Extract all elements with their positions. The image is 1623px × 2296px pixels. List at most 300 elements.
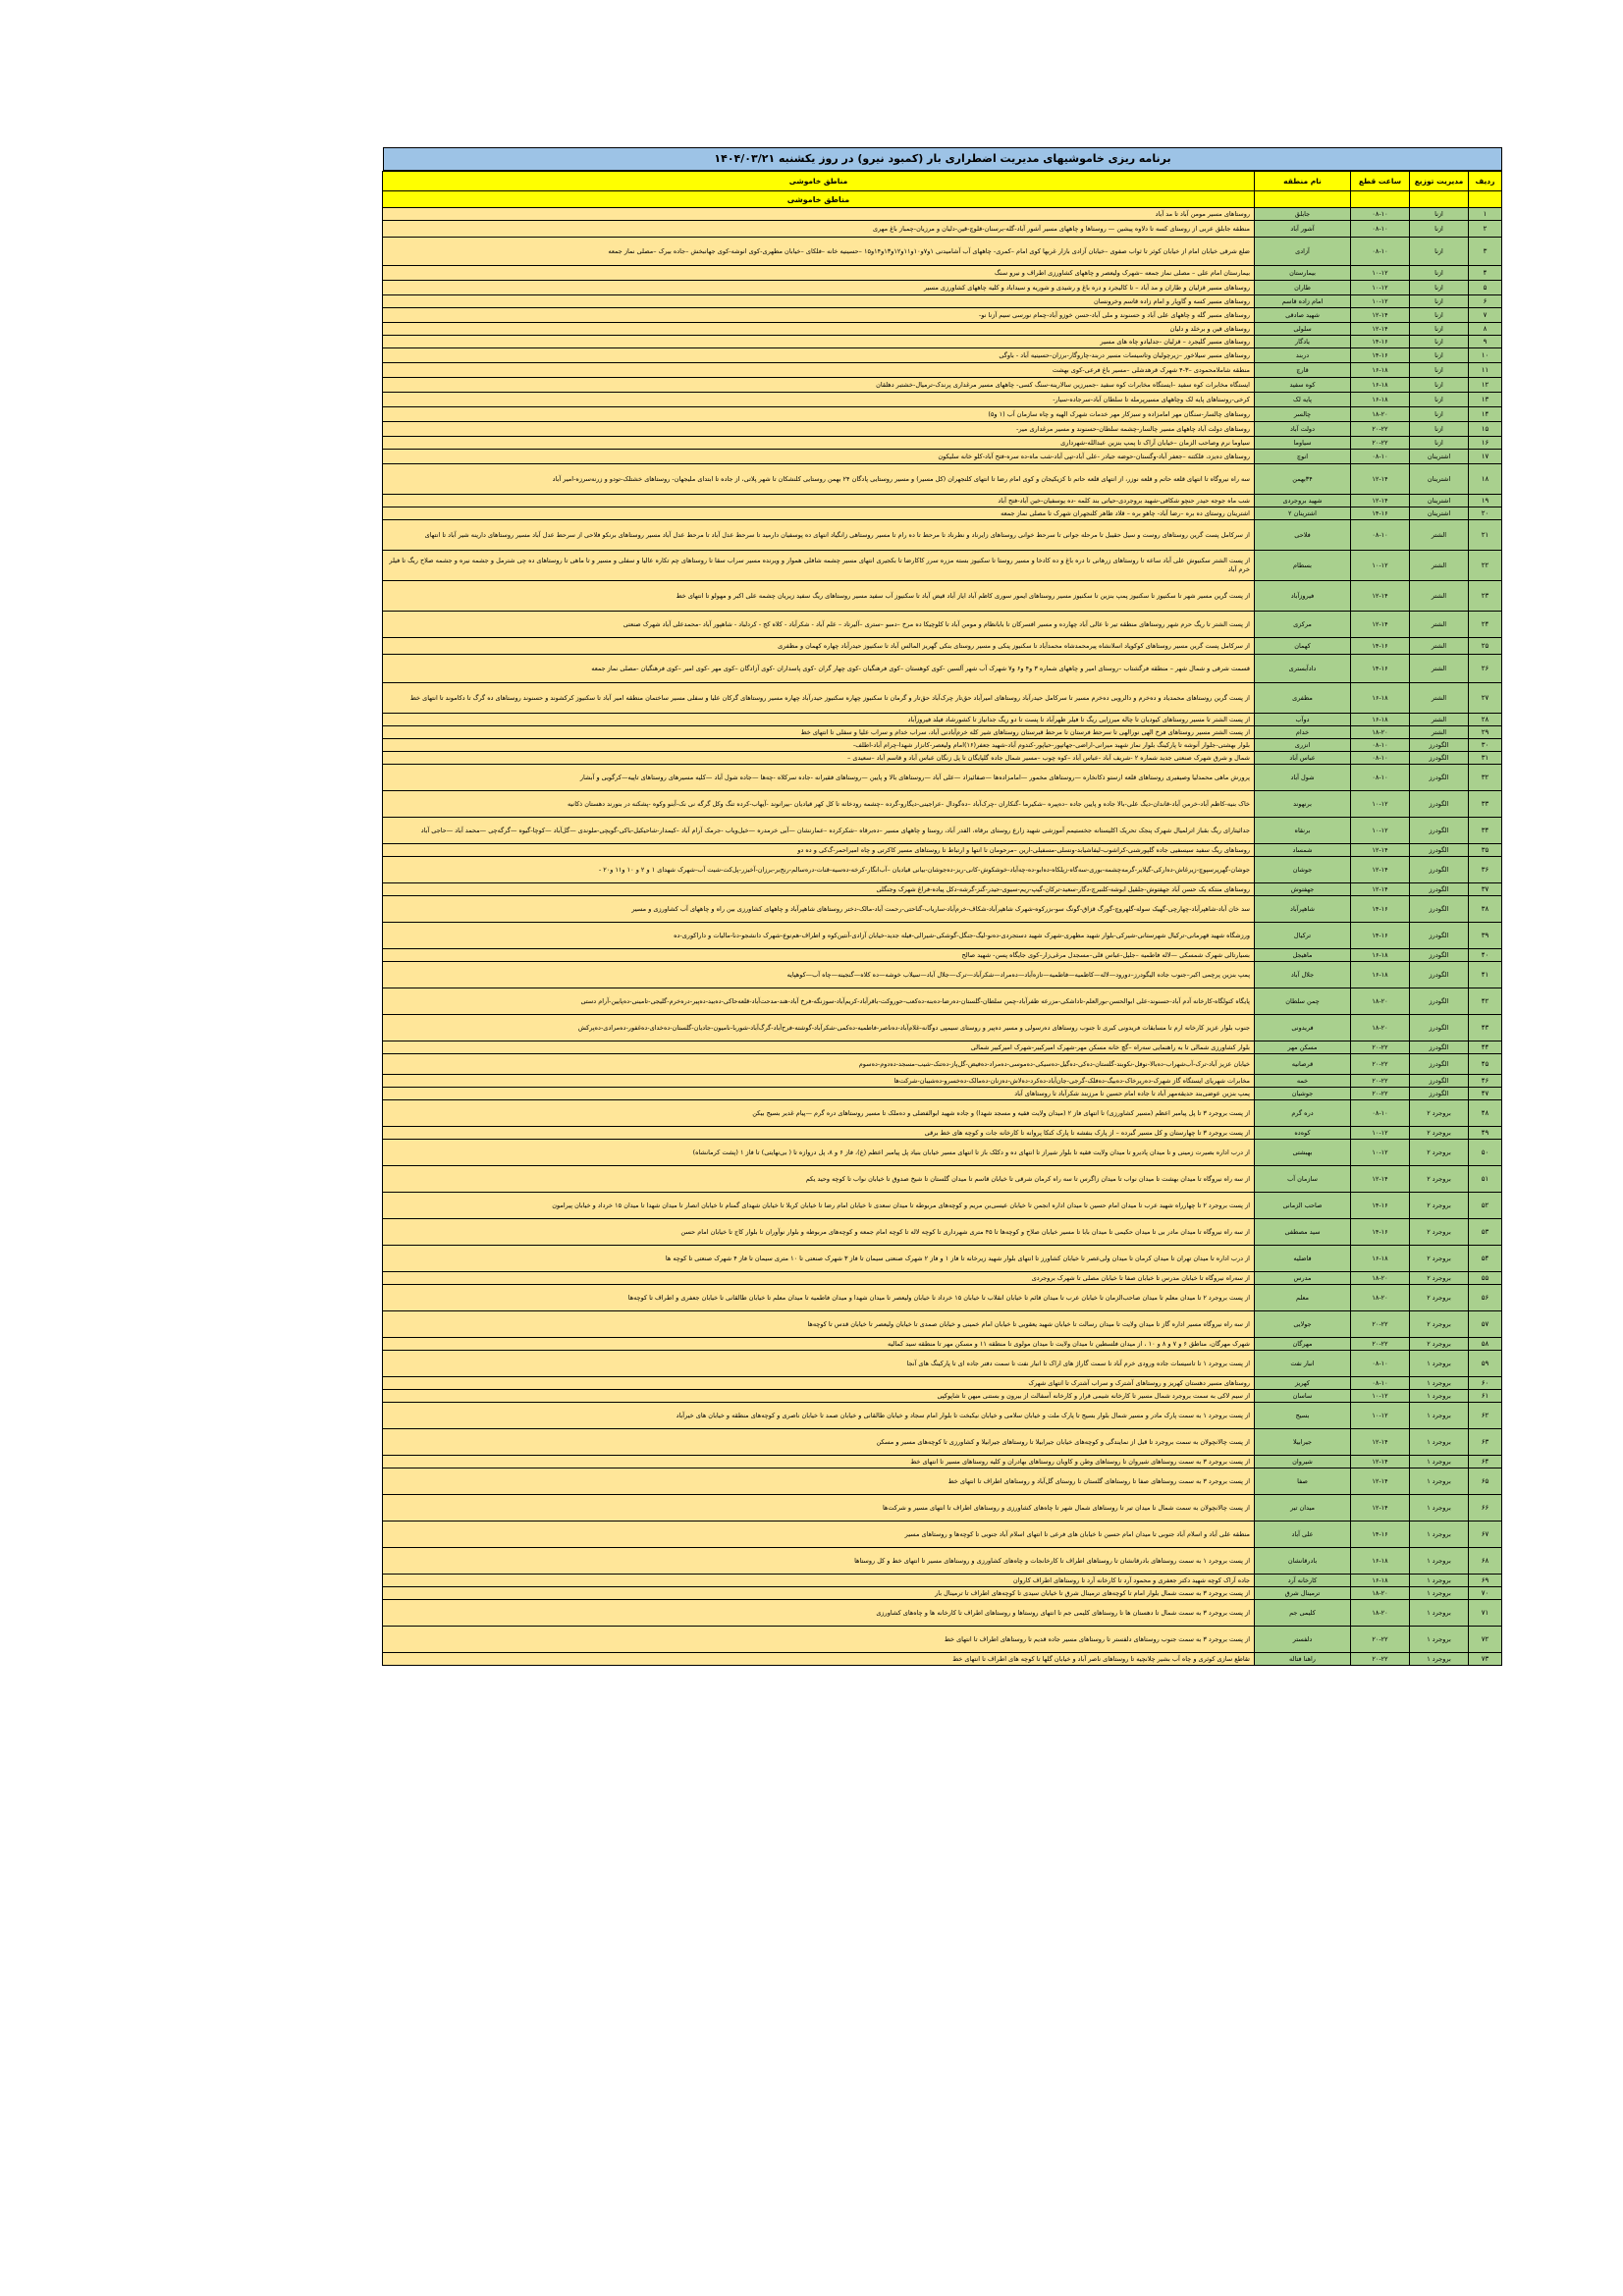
- table-row: [383, 221, 1502, 238]
- row-area-name: فلاحی: [1255, 520, 1351, 551]
- row-areas: ورزشگاه شهید قهرمانی-ترکیال شهرستانی-شیرکی-بلوار شهید مطهری-شهرک شهید دستجردی-ده‌نو-لیگ-جنگل-گوشکی-شیرالی-فیله جدید-خیابان آزادی-آنتین‌کوه و اطراف-هم‌نوع-شهرک دانشجو-دنا-مالیات و داراکوری-ده: [383, 923, 1255, 949]
- row-time: ۱۰-۱۲: [1351, 551, 1410, 581]
- row-areas: از پست بروجرد ۲ تا چهارراه شهید عرب تا میدان امام حسین تا میدان اداره انجمن تا خیابان عیسی‌بن مریم و کوچه‌های مربوطه تا میدان سعدی تا خیابان امام رضا تا خیابان کربلا تا خیابان شهدای گمنام تا خیابان انصار تا میدان شهدا تا میدان ۱۵ خرداد و خیابان پیرامون: [383, 1193, 1255, 1219]
- table-row: [383, 1653, 1502, 1666]
- table-row: [383, 1338, 1502, 1351]
- row-number: ۲۶: [1469, 655, 1502, 683]
- row-time: ۱۲-۱۴: [1351, 1495, 1410, 1522]
- table-row: [383, 336, 1502, 348]
- row-time: ۲۰-۲۲: [1351, 1338, 1410, 1351]
- table-row: [383, 1272, 1502, 1285]
- table-row: [383, 1219, 1502, 1246]
- row-time: ۱۰-۱۲: [1351, 295, 1410, 308]
- table-row: [383, 988, 1502, 1015]
- row-area-name: شمساد: [1255, 844, 1351, 857]
- row-time: ۱۶-۱۸: [1351, 949, 1410, 962]
- row-number: ۲۲: [1469, 551, 1502, 581]
- row-number: ۷۱: [1469, 1600, 1502, 1627]
- row-time: ۱۲-۱۴: [1351, 308, 1410, 323]
- row-time: ۱۰-۱۲: [1351, 791, 1410, 818]
- row-number: ۲۵: [1469, 638, 1502, 655]
- row-district: بروجرد ۱: [1410, 1522, 1469, 1548]
- row-areas: منطقه شاملامحمودی –۳-۴ شهرک قرهدشلی –مسیر باغ فرعی-کوی بهشت: [383, 363, 1255, 378]
- row-district: الشتر: [1410, 520, 1469, 551]
- row-areas: جوشان-گهرپرسپوچ-زیرغاش-ده‌ارکی-گیلایر-گرمه‌چشمه-بوری-سه‌گاه-زیلکاه-ده‌ابو-ده-چه‌آباد-خوشکوش-کانی-ریز-ده‌جوشان-بیانی قیادیان –آب‌انگار-کرخه-ده‌سیه-قنات-دره‌سالم-رنج‌بر-برزان-آخیزر-پل‌کت-شیت آب-شهرک شهدای ۱ و ۲ و ۱۰ و۱۱ و۲۰ -: [383, 857, 1255, 883]
- table-row: [383, 437, 1502, 450]
- row-areas: روستاهای مسیر مومن آباد تا مد آباد: [383, 208, 1255, 221]
- row-areas: روستاهای مسیر گلیجرد – قزلیان -جدلیادو چاه های مسیر: [383, 336, 1255, 348]
- row-time: ۱۴-۱۶: [1351, 638, 1410, 655]
- row-area-name: کوه سفید: [1255, 378, 1351, 393]
- row-area-name: کارخانه آرد: [1255, 1575, 1351, 1587]
- row-number: ۳۱: [1469, 752, 1502, 765]
- row-district: الگودرز: [1410, 896, 1469, 923]
- row-areas: از پست بروجرد ۳ به سمت شمال بلوار امام تا کوچه‌های ترمینال شرق تا خیابان سیدی تا کوچه‌های اطراف تا ترمینال بار: [383, 1587, 1255, 1600]
- row-district: بروجرد ۲: [1410, 1272, 1469, 1285]
- row-areas: از پست گرین روستاهای محمدیاد و ده‌خرم و دالرویی ده‌خرم مسیر تا سرکامل حیدرآباد روستاهای امیرآباد حق‌تار چرک‌آباد حق‌تار و گرمان تا سکنیوز چهاره سکنیوز حیدرآباد چهاره مسیر روستاهای گرکان علیا و سفلی مسیر ساختمان منطقه امیر آباد تا سکنیوز کرکشوند و حسنوند روستاهای ده گرگ تا دکاموند تا انتهای خط: [383, 683, 1255, 714]
- row-number: ۵۶: [1469, 1285, 1502, 1311]
- row-areas: از پست گرین مسیر شهر تا سکنیوز تا سکنیوز پمپ بنزین تا سکنیوز مسیر روستاهای ایمور سوری کاظم آباد ایاز آباد قیض آباد تا سکنیوز آب سفید مسیر روستاهای ریگ سفید زیریان چشمه علی اکبر و مهولو تا انتهای خط: [383, 581, 1255, 612]
- row-area-name: ساسان: [1255, 1390, 1351, 1403]
- row-area-name: خدام: [1255, 726, 1351, 739]
- row-area-name: جلال آباد: [1255, 962, 1351, 988]
- row-area-name: دلفستر: [1255, 1627, 1351, 1653]
- row-district: بروجرد ۱: [1410, 1456, 1469, 1468]
- row-area-name: فیروزآباد: [1255, 581, 1351, 612]
- table-row: [383, 1100, 1502, 1127]
- row-number: ۵۴: [1469, 1246, 1502, 1272]
- row-district: بروجرد ۲: [1410, 1193, 1469, 1219]
- row-number: ۴۵: [1469, 1054, 1502, 1075]
- row-areas: روستاهای منتکه یک حسن آباد جهفتوش-جلقیل ابوشه-کلنبرچ-دگار-سعید-ترکان-گیپ-ریم-سیوی-حیدر-گنز-گرشه-دکل پیاده-فراغ شهرک وجنگلی: [383, 883, 1255, 896]
- row-number: ۳۶: [1469, 857, 1502, 883]
- row-areas: از سه راه نیروگاه تا میدان مادر بی تا میدان حکیمی تا میدان بابا تا مسیر خیابان صلاح و کوچه‌ها تا ۴۵ متری شهرداری تا کوچه لاله تا کوچه امام جمعه و کوچه‌های مربوطه و بلوار نوآوران تا بلوار کاج تا خیابان امام حسن: [383, 1219, 1255, 1246]
- row-district: بروجرد ۲: [1410, 1127, 1469, 1140]
- row-number: ۲۴: [1469, 612, 1502, 638]
- table-row: [383, 1627, 1502, 1653]
- row-number: ۵۷: [1469, 1311, 1502, 1338]
- table-row: [383, 422, 1502, 437]
- row-area-name: بهبشتی: [1255, 1140, 1351, 1166]
- table-row: [383, 1054, 1502, 1075]
- row-area-name: انزری: [1255, 739, 1351, 752]
- row-areas: روستاهای قین و برخلد و دلیان: [383, 323, 1255, 336]
- table-row: [383, 1246, 1502, 1272]
- row-district: الگودرز: [1410, 1054, 1469, 1075]
- row-number: ۵۵: [1469, 1272, 1502, 1285]
- row-district: بروجرد ۲: [1410, 1246, 1469, 1272]
- row-time: ۰۸-۱۰: [1351, 221, 1410, 238]
- row-time: ۱۶-۱۸: [1351, 378, 1410, 393]
- row-number: ۳۷: [1469, 883, 1502, 896]
- row-number: ۳: [1469, 238, 1502, 266]
- table-row: [383, 1140, 1502, 1166]
- table-row: [383, 266, 1502, 281]
- row-number: ۴۴: [1469, 1041, 1502, 1054]
- table-row: [383, 655, 1502, 683]
- row-area-name: بادرقانشان: [1255, 1548, 1351, 1575]
- row-area-name: کهمان: [1255, 638, 1351, 655]
- table-row: [383, 1468, 1502, 1495]
- row-district: الگودرز: [1410, 1041, 1469, 1054]
- row-number: ۵۸: [1469, 1338, 1502, 1351]
- row-number: ۶۵: [1469, 1468, 1502, 1495]
- row-area-name: ترکیال: [1255, 923, 1351, 949]
- table-row: [383, 348, 1502, 363]
- row-district: الشتر: [1410, 581, 1469, 612]
- row-time: ۰۸-۱۰: [1351, 208, 1410, 221]
- table-row: [383, 1390, 1502, 1403]
- row-area-name: سیاوما: [1255, 437, 1351, 450]
- row-number: ۳۴: [1469, 818, 1502, 844]
- row-area-name: ترمینال شرق: [1255, 1587, 1351, 1600]
- row-number: ۶۹: [1469, 1575, 1502, 1587]
- row-number: ۱۲: [1469, 378, 1502, 393]
- row-area-name: آشور آباد: [1255, 221, 1351, 238]
- table-row: [383, 857, 1502, 883]
- row-number: ۵: [1469, 281, 1502, 295]
- row-number: ۶۲: [1469, 1403, 1502, 1429]
- row-areas: روستاهای مسیر کسه و گاوپار و امام زاده قاسم وخرونسان: [383, 295, 1255, 308]
- row-time: ۱۲-۱۴: [1351, 844, 1410, 857]
- header-areas: مناطق خاموشی: [383, 172, 1255, 191]
- row-time: ۱۶-۱۸: [1351, 1246, 1410, 1272]
- row-areas: بسیارتالی شهرک شمسکی —لاله فاطمیه –جلیل-عباس قلی–مسجدل مرغی‌زار–کوی جایگاه پسن- شهید صالح: [383, 949, 1255, 962]
- row-number: ۶۱: [1469, 1390, 1502, 1403]
- row-district: اشترینان: [1410, 450, 1469, 464]
- row-areas: تقاطع سازی کوثری و چاه آب بشیر چلانچیه تا روستاهای ناصر آباد و خیابان گلها تا کوچه های اطراف تا انتهای خط: [383, 1653, 1255, 1666]
- row-areas: منطقه علی آباد و اسلام آباد جنوبی تا میدان امام حسین تا خیابان های فرعی تا انتهای اسلام آباد جنوبی تا کوچه‌ها و روستاهای مسیر: [383, 1522, 1255, 1548]
- row-area-name: کهریز: [1255, 1377, 1351, 1390]
- row-area-name: قرصانیه: [1255, 1054, 1351, 1075]
- row-areas: از پست بروجرد ۲ تا میدان معلم تا میدان صاحب‌الزمان تا خیابان عرب تا میدان قائم تا خیابان انقلاب تا خیابان ۱۵ خرداد تا خیابان ولیعصر تا میدان شهدا و میدان فاطمیه تا میدان معلم تا خیابان طالقانی تا خیابان جعفری و اطراف تا کوچه‌ها: [383, 1285, 1255, 1311]
- table-row: [383, 726, 1502, 739]
- row-areas: پایگاه کتولگاه-کارخانه آدم آباد-حسنوند-علی ابوالحسن-بورالعلم-تاداشکی-مزرعه ظفرآباد-چمن سلطان-گلستان-ده‌رضا-ده‌بنه-ده‌کعب-حوروکت-باقرآباد-کریم‌آباد-سوزنگه-فرخ آباد-هند-مدحت‌آباد-قلعه‌حاکی-ده‌بید-ده‌پیر-دره‌خرم-گلیجی-تامینی-ده‌پایین-آرام دستی: [383, 988, 1255, 1015]
- row-district: بروجرد ۱: [1410, 1627, 1469, 1653]
- row-area-name: شهید بروجردی: [1255, 495, 1351, 507]
- row-area-name: انبار نفت: [1255, 1351, 1351, 1377]
- row-district: ازنا: [1410, 238, 1469, 266]
- row-area-name: مدرس: [1255, 1272, 1351, 1285]
- row-number: ۱۰: [1469, 348, 1502, 363]
- row-time: ۲۰-۲۲: [1351, 1653, 1410, 1666]
- row-time: ۱۶-۱۸: [1351, 1575, 1410, 1587]
- row-time: ۱۴-۱۶: [1351, 1193, 1410, 1219]
- row-time: ۱۶-۱۸: [1351, 962, 1410, 988]
- table-row: [383, 791, 1502, 818]
- row-district: اشترینان: [1410, 507, 1469, 520]
- row-district: الگودرز: [1410, 923, 1469, 949]
- row-number: ۵۹: [1469, 1351, 1502, 1377]
- row-district: ازنا: [1410, 266, 1469, 281]
- row-area-name: سید مصطفی: [1255, 1219, 1351, 1246]
- row-areas: از سه راه نیروگاه تا میدان بهشت تا میدان نواب تا میدان زاگرس تا سه راه کرمان شرقی تا خیابان قاسم تا میدان گلستان تا شیخ صدوق تا خیابان نواب تا کوچه وحید یکم: [383, 1166, 1255, 1193]
- row-district: بروجرد ۲: [1410, 1311, 1469, 1338]
- row-number: ۱۷: [1469, 450, 1502, 464]
- row-time: ۱۶-۱۸: [1351, 683, 1410, 714]
- table-row: [383, 393, 1502, 407]
- row-areas: پرورش ماهی محمدلیا وصیفیری روستاهای قلعه ارستو ذکانخاره —روستاهای مخمور —امامزاده‌ها —صفائیزاد —علی آباد —روستاهای بالا و پایین —روستاهای فقیرانه -جاده سرکلاه -چه‌ها —جاده شول آباد —کلیه مسیرهای روستاهای تاپیه—کرگویی و آبشار: [383, 765, 1255, 791]
- row-time: ۱۰-۱۲: [1351, 1140, 1410, 1166]
- row-areas: از سرکامل پست گرین مسیر روستاهای کوکوپاد اسلانشاه پیرمحمدشاه محمدآباد تا سکنیوز پنکی و مسیر روستای بنکی گهریز المالس آباد تا سکنیوز حیدرآباد چهاره کهمان و مظفری: [383, 638, 1255, 655]
- row-district: الگودرز: [1410, 962, 1469, 988]
- row-district: الشتر: [1410, 655, 1469, 683]
- table-row: [383, 1522, 1502, 1548]
- table-row: [383, 520, 1502, 551]
- row-number: ۳۵: [1469, 844, 1502, 857]
- row-district: ازنا: [1410, 437, 1469, 450]
- row-number: ۷۲: [1469, 1627, 1502, 1653]
- header-district: مدیریت توزیع: [1410, 172, 1469, 191]
- row-district: ازنا: [1410, 422, 1469, 437]
- row-area-name: دادآبستری: [1255, 655, 1351, 683]
- row-area-name: ماهیجل: [1255, 949, 1351, 962]
- row-area-name: کوه‌ده: [1255, 1127, 1351, 1140]
- row-number: ۶۷: [1469, 1522, 1502, 1548]
- row-areas: روستاهای مسیر دهستان کهریز و روستاهای آشترک و سراب آشترک تا انتهای شهرک: [383, 1377, 1255, 1390]
- table-row: [383, 1351, 1502, 1377]
- row-district: الگودرز: [1410, 818, 1469, 844]
- row-district: ازنا: [1410, 323, 1469, 336]
- row-number: ۴۱: [1469, 962, 1502, 988]
- row-district: ازنا: [1410, 295, 1469, 308]
- table-row: [383, 464, 1502, 495]
- header-name: نام منطقه: [1255, 172, 1351, 191]
- row-number: ۴۹: [1469, 1127, 1502, 1140]
- row-district: الگودرز: [1410, 752, 1469, 765]
- row-number: ۶: [1469, 295, 1502, 308]
- row-district: اشترینان: [1410, 464, 1469, 495]
- row-district: بروجرد ۱: [1410, 1600, 1469, 1627]
- row-district: ازنا: [1410, 281, 1469, 295]
- table-row: [383, 752, 1502, 765]
- table-row: [383, 714, 1502, 726]
- row-area-name: اشترینان ۲: [1255, 507, 1351, 520]
- subheader-row: [383, 191, 1502, 208]
- row-areas: بلوار کشاورزی شمالی تا به راهنمایی سه‌راه –گچ خانه مسکن مهر-شهرک امیرکبیر-شهرک امیرکبیر شمالی: [383, 1041, 1255, 1054]
- row-areas: خیابان عزیز آباد-ترک-آب‌شهراب-ده‌بالا-نوفل-نکوبند-گلستان-ده‌کی-ده‌گیل-ده‌سیکی-ده‌موسی-ده‌مراد-ده‌فیض-گل‌پاز-ده‌تنک-شیب-مسجد-ده‌دوم-ده‌سوم: [383, 1054, 1255, 1075]
- row-number: ۷۳: [1469, 1653, 1502, 1666]
- row-district: بروجرد ۲: [1410, 1285, 1469, 1311]
- row-area-name: سلولی: [1255, 323, 1351, 336]
- row-time: ۰۸-۱۰: [1351, 752, 1410, 765]
- row-areas: جاده آراک کوچه شهید دکتر جعفری و محمود آرد تا کارخانه آرد تا روستاهای اطراف کاروان: [383, 1575, 1255, 1587]
- row-area-name: جوشان: [1255, 857, 1351, 883]
- table-row: [383, 923, 1502, 949]
- row-areas: از پست بروجرد ۳ به سمت روستاهای صفا تا روستاهای گلستان تا روستای گل‌آباد و روستاهای اطراف تا انتهای خط: [383, 1468, 1255, 1495]
- row-time: ۱۴-۱۶: [1351, 348, 1410, 363]
- row-areas: پمپ بنزین عوضی‌بند حدیقه‌مهر آباد تا جاده امام حسین تا مرزبند شکرآباد تا روستاهای آباد: [383, 1088, 1255, 1100]
- row-area-name: انوچ: [1255, 450, 1351, 464]
- row-areas: از سرکامل پست گرین روستاهای روست و سیل حقیبل تا مرحله جوانی تا سرحط خوانی روستاهای زایرناد و نطرناد تا مرحط تا ده رام تا مسیر روستاهی زانگیاد انتهای ده پوسفیان دارمید تا سرحط عدل آباد تا مرحط عدل آباد مسیر روستاهای برنکو فلاحی از سرحط عدل آباد مسیر روستاهای دارینه شیر آباد تا انتهای: [383, 520, 1255, 551]
- row-areas: از پست بروجرد ۳ تا پل پیامبر اعظم (مسیر کشاورزی) تا انتهای فاز ۲ (میدان ولایت فقیه و مسجد شهدا) و جاده شهید ابوالفضلی و ده‌ملک تا مسیر روستاهای دره گرم —پیام غدیر بسیج بیکن: [383, 1100, 1255, 1127]
- row-area-name: مظفری: [1255, 683, 1351, 714]
- row-areas: روستاهای ده‌یزد، فلکتنه –جعفر آباد-وگستان-حوضه جیادر -علی آباد-تپی آباد-شب ماه-ده سره-فتح آباد-کلو خانه سلیکون: [383, 450, 1255, 464]
- row-area-name: بیمارستان: [1255, 266, 1351, 281]
- row-area-name: فریدونی: [1255, 1015, 1351, 1041]
- row-number: ۳۹: [1469, 923, 1502, 949]
- row-area-name: علی آباد: [1255, 1522, 1351, 1548]
- row-number: ۲: [1469, 221, 1502, 238]
- row-number: ۷۰: [1469, 1587, 1502, 1600]
- table-row: [383, 1495, 1502, 1522]
- row-area-name: برنقاه: [1255, 818, 1351, 844]
- row-district: الگودرز: [1410, 949, 1469, 962]
- row-areas: روستاهای مسیر سیلاخور –زیرچولیان وتاسیسات مسیر دربند-چاروگار-برزان-حسینیه آباد - باوگی: [383, 348, 1255, 363]
- row-time: ۱۰-۱۲: [1351, 818, 1410, 844]
- table-row: [383, 323, 1502, 336]
- row-district: الگودرز: [1410, 883, 1469, 896]
- row-number: ۶۳: [1469, 1429, 1502, 1456]
- row-area-name: دوآب: [1255, 714, 1351, 726]
- table-row: [383, 844, 1502, 857]
- row-area-name: صفا: [1255, 1468, 1351, 1495]
- table-row: [383, 363, 1502, 378]
- row-district: ازنا: [1410, 378, 1469, 393]
- row-time: ۱۶-۱۸: [1351, 393, 1410, 407]
- row-time: ۱۲-۱۴: [1351, 1468, 1410, 1495]
- row-area-name: معلم: [1255, 1285, 1351, 1311]
- header-time: ساعت قطع: [1351, 172, 1410, 191]
- row-time: ۱۴-۱۶: [1351, 336, 1410, 348]
- row-number: ۳۸: [1469, 896, 1502, 923]
- row-time: ۰۸-۱۰: [1351, 1351, 1410, 1377]
- row-district: الگودرز: [1410, 857, 1469, 883]
- row-district: الگودرز: [1410, 765, 1469, 791]
- row-district: بروجرد ۱: [1410, 1429, 1469, 1456]
- row-number: ۴: [1469, 266, 1502, 281]
- table-row: [383, 450, 1502, 464]
- row-area-name: جوشیان: [1255, 1088, 1351, 1100]
- row-areas: پمپ بنزین پرچمی اکبر–جنوب جاده الیگودرز–دورود—لاله—کاظمیه—فاطمیه—تازه‌آباد—ده‌مراد—شکرآباد—ترک—جلال آباد—سیلاب خوشه—ده کلاه—گنجینه—چاه آب—کوهپایه: [383, 962, 1255, 988]
- row-area-name: پایه لک: [1255, 393, 1351, 407]
- row-areas: از پست الشتر سکنیوش علی آباد ساعه تا روستاهای زرهانی تا دره باغ و ده کادخا و مسیر روستا تا سکنیوز بسته مزره سرر کاکارضا تا بکجیری انتهای مسیر چشمه شافلی هموار و ویرنده مسیر سراب سقا تا روستاهای چم تکاره عالیا و سفلی و مسیر و تا ماهی تا روستاهای ده چی شترمل و جشمه نیره و جشمه صلاح ریگ تا فیلر خرم آباد: [383, 551, 1255, 581]
- row-district: بروجرد ۲: [1410, 1338, 1469, 1351]
- row-areas: روستاهای ریگ سفید سیسفیی جاده گلپورشنی-کراشوب-لیفاشیابد-ونسلی-مسفیلی-ارین –مرحومان تا انتها و ارتباط تا روستاهای مسیر کاکرتی و چاه امیراحمر-گ‌کی و ده دو: [383, 844, 1255, 857]
- table-row: [383, 962, 1502, 988]
- row-area-name: کلیمی جم: [1255, 1600, 1351, 1627]
- row-area-name: دربند: [1255, 348, 1351, 363]
- table-row: [383, 1015, 1502, 1041]
- row-time: ۱۸-۲۰: [1351, 1285, 1410, 1311]
- row-time: ۲۰-۲۲: [1351, 1088, 1410, 1100]
- row-number: ۱۸: [1469, 464, 1502, 495]
- row-area-name: مرکزی: [1255, 612, 1351, 638]
- row-areas: از پست چالانچولان به سمت شمال تا میدان تیر تا روستاهای شمال شهر تا چاه‌های کشاورزی و روستاهای اطراف تا انتهای مسیر و شرکت‌ها: [383, 1495, 1255, 1522]
- row-area-name: راهنا فتاله: [1255, 1653, 1351, 1666]
- row-number: ۶۴: [1469, 1456, 1502, 1468]
- row-district: ازنا: [1410, 336, 1469, 348]
- table-row: [383, 378, 1502, 393]
- row-time: ۰۸-۱۰: [1351, 739, 1410, 752]
- row-time: ۱۲-۱۴: [1351, 495, 1410, 507]
- row-district: بروجرد ۱: [1410, 1587, 1469, 1600]
- row-areas: کرخی-روستاهای پایه لک وچاههای مسیرپرمله تا سلطان آباد-سرجاده-سیار-: [383, 393, 1255, 407]
- row-district: الگودرز: [1410, 1088, 1469, 1100]
- row-district: بروجرد ۱: [1410, 1495, 1469, 1522]
- row-area-name: بسطام: [1255, 551, 1351, 581]
- row-number: ۸: [1469, 323, 1502, 336]
- row-district: الشتر: [1410, 551, 1469, 581]
- row-district: بروجرد ۱: [1410, 1468, 1469, 1495]
- row-time: ۲۰-۲۲: [1351, 1627, 1410, 1653]
- row-areas: از پست بروجرد ۱ به سمت پارک مادر و مسیر شمال بلوار بسیج تا پارک ملت و خیابان سلامی و خیابان نیکبخت تا بلوار امام سجاد و خیابان طالقانی و خیابان صمد تا خیابان ناصری و کوچه‌های منطقه و خیابان های خیرآباد: [383, 1403, 1255, 1429]
- row-areas: از پست بروجرد ۱ به سمت روستاهای بادرقانشان تا روستاهای اطراف تا کارخانجات و چاه‌های کشاورزی و روستاهای مسیر تا انتهای خط و کل روستاها: [383, 1548, 1255, 1575]
- row-area-name: ۳۴بهمن: [1255, 464, 1351, 495]
- row-areas: روستاهای مسیر گله و چاههای علی آباد و حسنوند و ملی آباد-حسن خوزو آباد-چمام نورسی سیم آزنا نو-: [383, 308, 1255, 323]
- row-time: ۱۲-۱۴: [1351, 464, 1410, 495]
- row-time: ۱۲-۱۴: [1351, 581, 1410, 612]
- row-number: ۴۲: [1469, 988, 1502, 1015]
- row-number: ۶۰: [1469, 1377, 1502, 1390]
- row-number: ۲۳: [1469, 581, 1502, 612]
- row-areas: از پست بروجرد ۳ به سمت روستاهای شیروان تا روستاهای وطن و کاویان روستاهای بهادران و کلیه روستاهای مسیر تا انتهای خط: [383, 1456, 1255, 1468]
- row-areas: اشترینان روستای ده بره –رضا آباد- چاهو بره – قلاد ظاهر کلنجهران شهرک تا مصلی نماز جمعه: [383, 507, 1255, 520]
- table-row: [383, 765, 1502, 791]
- row-area-name: دولت آباد: [1255, 422, 1351, 437]
- row-number: ۶۸: [1469, 1548, 1502, 1575]
- row-time: ۱۲-۱۴: [1351, 1456, 1410, 1468]
- row-area-name: چمن سلطان: [1255, 988, 1351, 1015]
- row-number: ۵۳: [1469, 1219, 1502, 1246]
- row-areas: منطقه جابلق عربی از روستای کسه تا دلاوه پیشین — روستاها و چاههای مسیر آشور آباد-گله-برسنان-قلوچ-قین-دلیان و مرزیان-چمباز باغ مهری: [383, 221, 1255, 238]
- row-district: الشتر: [1410, 714, 1469, 726]
- row-district: بروجرد ۱: [1410, 1653, 1469, 1666]
- row-time: ۱۲-۱۴: [1351, 857, 1410, 883]
- row-district: بروجرد ۱: [1410, 1377, 1469, 1390]
- row-district: الگودرز: [1410, 988, 1469, 1015]
- row-areas: شمال و شرق شهرک صنعتی جدید شماره ۲ -شریف آباد -عباس آباد –کوه چوب –مسیر شمال جاده گلپایگان تا پل زنگان عباس آباد و قاسم آباد –سعیدی –: [383, 752, 1255, 765]
- row-number: ۲۸: [1469, 714, 1502, 726]
- table-row: [383, 683, 1502, 714]
- row-area-name: میدان تیر: [1255, 1495, 1351, 1522]
- row-time: ۲۰-۲۲: [1351, 1041, 1410, 1054]
- row-time: ۱۸-۲۰: [1351, 726, 1410, 739]
- row-district: ازنا: [1410, 308, 1469, 323]
- row-district: الشتر: [1410, 638, 1469, 655]
- row-time: ۱۸-۲۰: [1351, 1600, 1410, 1627]
- row-district: الگودرز: [1410, 791, 1469, 818]
- row-time: ۱۲-۱۴: [1351, 1429, 1410, 1456]
- row-time: ۱۸-۲۰: [1351, 1015, 1410, 1041]
- row-area-name: آزادی: [1255, 238, 1351, 266]
- row-district: ازنا: [1410, 208, 1469, 221]
- row-time: ۲۰-۲۲: [1351, 1075, 1410, 1088]
- row-area-name: سازمان آب: [1255, 1166, 1351, 1193]
- page-title: برنامه ریزی خاموشیهای مدیریت اضطراری بار (کمبود نیرو) در روز یکشنبه ۱۴۰۴/۰۳/۲۱: [383, 147, 1502, 171]
- row-number: ۴۸: [1469, 1100, 1502, 1127]
- row-areas: روستاهای مسیر قزلیان و طاران و مد آباد – تا کالیجرد و دره باغ و رشیدی و شوریه و سیداباد و کلیه چاههای کشاورزی مسیر: [383, 281, 1255, 295]
- table-row: [383, 1127, 1502, 1140]
- row-areas: از سه‌راه نیروگاه تا خیابان مدرس تا خیابان صفا تا خیابان مصلی تا شهرک بروجردی: [383, 1272, 1255, 1285]
- row-area-name: چالسر: [1255, 407, 1351, 422]
- row-district: ازنا: [1410, 393, 1469, 407]
- row-time: ۲۰-۲۲: [1351, 422, 1410, 437]
- row-areas: مخابرات شهریای ایستگاه گاز شهرک-ده‌ریرخاک-ده‌بیگ-ده‌فلک-گرجی-جان‌آباد-ده‌کرد-ده‌لاش-ده‌زنان-ده‌مالک-ده‌خسرو-ده‌شیبان-شرکت‌ها: [383, 1075, 1255, 1088]
- row-area-name: شول آباد: [1255, 765, 1351, 791]
- row-number: ۴۰: [1469, 949, 1502, 962]
- row-number: ۶۶: [1469, 1495, 1502, 1522]
- row-district: بروجرد ۲: [1410, 1140, 1469, 1166]
- table-row: [383, 739, 1502, 752]
- row-number: ۳۳: [1469, 791, 1502, 818]
- row-areas: از پست چالانچولان به سمت بروجرد تا قبل از نمایندگی و کوچه‌های خیابان جیرابیلا تا روستاهای جیرابیلا و کشاورزی تا کوچه‌های مسیر و مسکن: [383, 1429, 1255, 1456]
- row-time: ۰۸-۱۰: [1351, 520, 1410, 551]
- row-time: ۱۰-۱۲: [1351, 1403, 1410, 1429]
- row-number: ۱۶: [1469, 437, 1502, 450]
- row-areas: از درب اداره بصیرت زمینی و تا میدان پادیرو تا میدان ولایت فقیه تا بلوار شیراز تا انتهای ده و دکلک باز تا انتهای مسیر خیابان بنیاد پل پیامبر اعظم (ع)، فاز ۶ و ۸، پل دروازه تا ( بی‌نهایتی) تا فاز ۱ (پشت کرمانشاه): [383, 1140, 1255, 1166]
- row-time: ۱۰-۱۲: [1351, 1127, 1410, 1140]
